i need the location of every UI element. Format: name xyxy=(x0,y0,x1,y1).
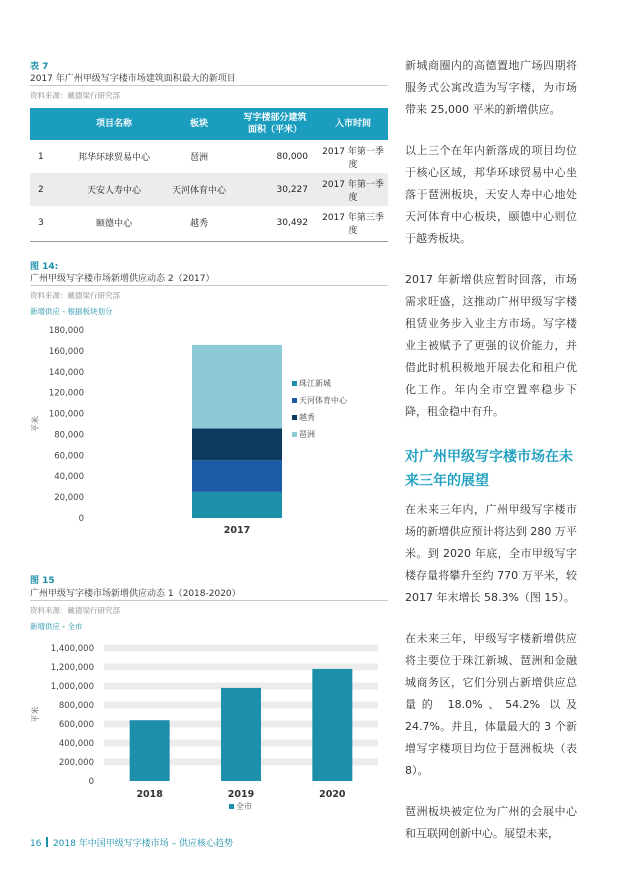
table-header-index xyxy=(30,108,62,140)
bar-segment-0 xyxy=(192,345,282,429)
divider xyxy=(30,85,388,86)
stacked-bar-chart-2017 xyxy=(30,320,390,542)
y-tick-label: 200,000 xyxy=(58,758,94,768)
fig14-subtitle: 新增供应 - 根据板块划分 xyxy=(30,307,113,316)
y-tick-label: 20,000 xyxy=(54,493,84,504)
fig15-source: 资料来源：戴德梁行研究部 xyxy=(30,606,120,615)
y-tick-label: 80,000 xyxy=(54,430,84,441)
y-tick-label: 160,000 xyxy=(48,346,84,357)
legend-label: 越秀 xyxy=(299,413,315,422)
table-row xyxy=(30,140,388,173)
row-area: 30,227 xyxy=(232,173,318,206)
bar-segment-2 xyxy=(192,460,282,492)
row-time: 2017 年第一季度 xyxy=(322,146,384,170)
table-header-area-line1: 写字楼部分建筑 xyxy=(243,113,307,123)
fig14-source: 资料来源：戴德梁行研究部 xyxy=(30,291,120,300)
paragraph: 在未来三年，甲级写字楼新增供应将主要位于珠江新城、琶洲和金融城商务区，它们分别占新增供应总量的 18.0%、54.2% 以及 24.7%。并且，体量最大的 3 个新增写字楼项目均位于琶洲板块（表 8）。 xyxy=(405,632,577,777)
divider xyxy=(30,285,388,286)
y-axis-label: 平米 xyxy=(31,706,40,723)
footer-title: 2018 年中国甲级写字楼市场 – 供应核心趋势 xyxy=(52,839,233,849)
x-tick-label: 2017 xyxy=(223,525,251,536)
row-time: 2017 年第三季度 xyxy=(322,212,384,236)
fig14-label: 图 14: xyxy=(30,262,59,272)
row-index: 3 xyxy=(38,217,44,228)
y-tick-label: 0 xyxy=(78,514,84,524)
fig15-subtitle: 新增供应 - 全市 xyxy=(30,622,83,631)
legend-label: 珠江新城 xyxy=(299,379,331,388)
y-tick-label: 0 xyxy=(88,777,94,787)
table-header-name: 项目名称 xyxy=(62,108,166,140)
legend-swatch xyxy=(229,804,234,809)
y-axis-label: 平米 xyxy=(31,416,40,432)
legend-label: 天河体育中心 xyxy=(299,396,347,405)
table-row xyxy=(30,206,388,239)
bar xyxy=(221,688,261,781)
y-tick-label: 1,400,000 xyxy=(50,644,94,654)
table-header-row xyxy=(30,108,388,140)
table-bottom-rule xyxy=(30,241,388,242)
row-index: 2 xyxy=(30,173,62,206)
bar-chart-2018-2020 xyxy=(30,638,390,818)
fig15-caption: 广州甲级写字楼市场新增供应动态 1（2018-2020） xyxy=(30,589,241,599)
y-tick-label: 1,000,000 xyxy=(50,682,94,692)
paragraph: 以上三个在年内新落成的项目均位于核心区域，邦华环球贸易中心坐落于琶洲板块，天安人寿中心地处天河体育中心板块，颐德中心则位于越秀板块。 xyxy=(405,144,577,245)
section-heading: 对广州甲级写字楼市场在未来三年的展望 xyxy=(405,449,573,489)
fig14-caption: 广州甲级写字楼市场新增供应动态 2（2017） xyxy=(30,274,215,284)
legend-swatch xyxy=(292,415,297,420)
bar-segment-3 xyxy=(192,492,282,518)
table-caption: 2017 年广州甲级写字楼市场建筑面积最大的新项目 xyxy=(30,74,236,84)
table-row xyxy=(30,173,388,206)
row-name: 颐德中心 xyxy=(95,219,132,229)
legend-swatch xyxy=(292,398,297,403)
x-tick-label: 2019 xyxy=(227,789,255,800)
bar xyxy=(312,669,352,781)
paragraph: 2017 年新增供应暂时回落，市场需求旺盛，这推动广州甲级写字楼租赁业务步入业主方市场。写字楼业主被赋予了更强的议价能力，并借此时机积极地开展去化和租户优化工作。年内全市空置率稳步下降，租金稳中有升。 xyxy=(405,273,577,418)
y-tick-label: 140,000 xyxy=(48,367,84,378)
table-header-area xyxy=(232,108,318,140)
fig15-label: 图 15 xyxy=(30,576,55,586)
page-number: 16 xyxy=(30,839,42,849)
legend-label: 琶洲 xyxy=(299,430,315,439)
grid-band xyxy=(104,645,378,652)
row-time: 2017 年第一季度 xyxy=(318,173,388,206)
paragraph: 在未来三年内，广州甲级写字楼市场的新增供应预计将达到 280 万平米。到 2020 年底，全市甲级写字楼存量将攀升至约 770 万平米，较 2017 年末增长 58.3%（图 15）。 xyxy=(405,503,577,604)
y-tick-label: 100,000 xyxy=(48,409,84,420)
row-name: 天安人寿中心 xyxy=(62,173,166,206)
legend-swatch xyxy=(292,432,297,437)
paragraph: 新城商圈内的高德置地广场四期将服务式公寓改造为写字楼，为市场带来 25,000 平米的新增供应。 xyxy=(405,59,577,116)
legend-label: 全市 xyxy=(236,802,252,811)
table-header-time: 入市时间 xyxy=(318,108,388,140)
y-tick-label: 1,200,000 xyxy=(50,663,94,673)
row-area: 30,492 xyxy=(276,217,308,228)
row-area: 80,000 xyxy=(276,151,308,162)
project-table xyxy=(30,108,388,239)
table-header-district: 板块 xyxy=(166,108,232,140)
divider xyxy=(30,600,388,601)
table-label: 表 7 xyxy=(30,62,49,72)
y-tick-label: 60,000 xyxy=(54,451,84,462)
y-tick-label: 600,000 xyxy=(58,720,94,730)
table-header-area-line2: 面积（平米） xyxy=(247,125,302,135)
row-district: 琶洲 xyxy=(189,153,208,163)
y-tick-label: 120,000 xyxy=(48,388,84,399)
row-name: 邦华环球贸易中心 xyxy=(77,153,150,163)
x-tick-label: 2020 xyxy=(319,789,346,800)
x-tick-label: 2018 xyxy=(136,789,163,800)
y-tick-label: 180,000 xyxy=(48,326,84,336)
paragraph: 琶洲板块被定位为广州的会展中心和互联网创新中心。展望未来， xyxy=(405,805,577,840)
row-district: 天河体育中心 xyxy=(166,173,232,206)
y-tick-label: 400,000 xyxy=(58,739,94,749)
table-source: 资料来源：戴德梁行研究部 xyxy=(30,91,120,100)
bar xyxy=(130,720,170,781)
legend-swatch xyxy=(292,381,297,386)
page-footer xyxy=(30,836,233,849)
row-district: 越秀 xyxy=(189,219,208,229)
right-column xyxy=(405,55,577,845)
y-tick-label: 40,000 xyxy=(54,472,84,483)
bar-segment-1 xyxy=(192,428,282,460)
y-tick-label: 800,000 xyxy=(58,701,94,711)
row-index: 1 xyxy=(38,151,44,162)
footer-separator xyxy=(46,837,48,847)
